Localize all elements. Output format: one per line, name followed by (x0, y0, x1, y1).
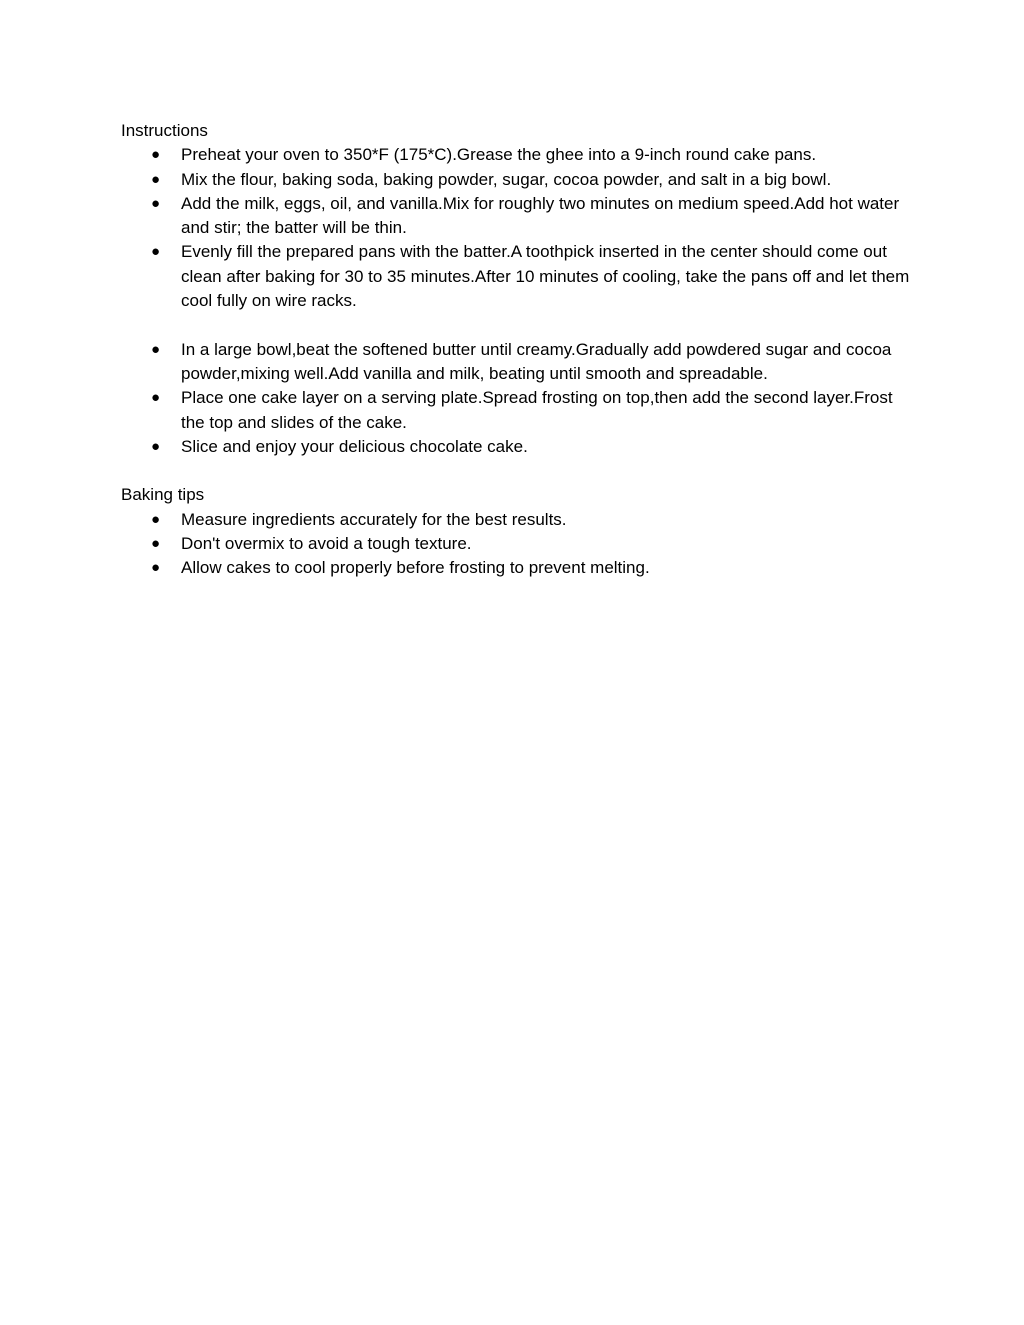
list-item (121, 168, 911, 192)
list-item (121, 386, 911, 435)
bullet-icon: ● (151, 243, 161, 261)
bullet-icon: ● (151, 437, 161, 455)
list-item-text: Measure ingredients accurately for the best results. (181, 509, 567, 529)
list-item-text: In a large bowl,beat the softened butter until creamy.Gradually add powdered sugar and cocoa powder,mixing well.Add vanilla and milk, beating until smooth and spreadable. (181, 339, 892, 383)
blank-line (121, 459, 911, 483)
instructions-heading: Instructions (121, 121, 208, 140)
bullet-icon: ● (151, 194, 161, 212)
list-item (121, 192, 911, 241)
list-item-text: Mix the flour, baking soda, baking powder, sugar, cocoa powder, and salt in a big bowl. (181, 169, 832, 189)
list-item (121, 556, 911, 580)
bullet-icon: ● (151, 535, 161, 553)
instructions-list-2 (121, 338, 911, 459)
list-item (121, 240, 911, 313)
list-item-text: Preheat your oven to 350*F (175*C).Grease the ghee into a 9-inch round cake pans. (181, 145, 817, 165)
baking-tips-list (121, 508, 911, 581)
list-item-text: Don't overmix to avoid a tough texture. (181, 534, 472, 554)
baking-tips-heading: Baking tips (121, 485, 205, 505)
bullet-icon: ● (151, 510, 161, 528)
bullet-icon: ● (151, 340, 161, 358)
list-item (121, 338, 911, 387)
list-item-text: Allow cakes to cool properly before frosting to prevent melting. (181, 558, 650, 578)
list-item-text: Add the milk, eggs, oil, and vanilla.Mix for roughly two minutes on medium speed.Add hot water and stir; the batter will be thin. (181, 193, 900, 238)
list-item (121, 435, 911, 459)
bullet-icon: ● (151, 559, 161, 577)
bullet-icon: ● (151, 389, 161, 407)
list-item-text: Evenly fill the prepared pans with the batter.A toothpick inserted in the center should come out clean after baking for 30 to 35 minutes.After 10 minutes of cooling, take the pans off and let them cool fully on wire racks. (181, 242, 910, 311)
list-item (121, 532, 911, 556)
bullet-icon: ● (151, 146, 161, 164)
list-item (121, 143, 911, 167)
list-item-text: Place one cake layer on a serving plate.Spread frosting on top,then add the second layer.Frost the top and slides of the cake. (181, 388, 893, 432)
list-item-text: Slice and enjoy your delicious chocolate cake. (181, 436, 528, 456)
blank-line (121, 313, 911, 337)
document-page (121, 119, 911, 581)
bullet-icon: ● (151, 170, 161, 188)
list-item (121, 508, 911, 532)
instructions-list-1 (121, 143, 911, 313)
